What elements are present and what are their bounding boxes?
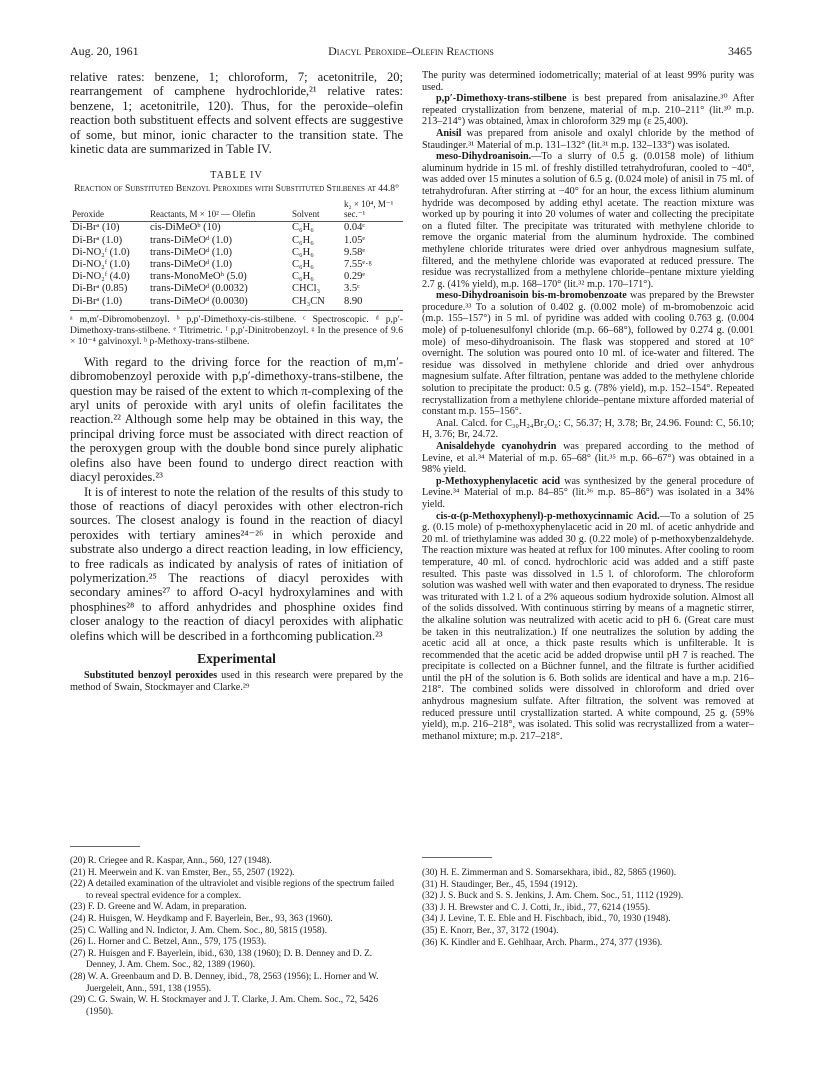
compound-name: meso-Dihydroanisoin.: [436, 151, 532, 163]
table-caption: Reaction of Substituted Benzoyl Peroxides with Substituted Stilbenes at 44.8°: [74, 183, 399, 195]
references-right: [422, 868, 754, 949]
reference-item: (24) R. Huisgen, W. Heydkamp and F. Bayerlein, Ber., 93, 363 (1960).: [70, 913, 333, 924]
paragraph-text: was synthesized by the general procedure of Levine.³⁴ Material of m.p. 84–85° (lit.³⁶ m.p. 85–86°) was isolated in a 34% yield.: [422, 475, 754, 510]
footnote-rule: [70, 846, 140, 847]
reference-item: (35) E. Knorr, Ber., 37, 3172 (1904).: [422, 925, 559, 936]
table-row: [70, 271, 403, 283]
paragraph-text: was prepared by the Brewster procedure.³³ To a solution of 0.402 g. (0.002 mole) of m-bromobenzoic acid (m.p. 155–157°) in 5 ml. of pyridine was added with cooling 0.763 g. (0.004 mole) of p-toluenesulfonyl chloride (m.p. 66–68°), followed by 0.274 g. (0.001 mole) of meso-dihydroanisoin. The flask was stoppered and stored at 10° overnight. The solution was poured onto 10 ml. of ice-water and filtered. The residue was dissolved in methylene chloride and dried over anhydrous magnesium sulfate. After filtration, pentane was added to the methylene chloride solution to precipitate the product: 0.5 g. (78% yield), m.p. 152–154°. Repeated recrystallization from a methylene chloride–pentane mixture afforded material of constant m.p. 155–156°.: [422, 290, 754, 418]
experimental-paragraph: The purity was determined iodometrically; material of at least 99% purity was used.: [422, 70, 754, 93]
experimental-paragraph: [422, 151, 754, 290]
table-cell: C₆H₆: [292, 271, 314, 283]
table-cell: 3.5ᶜ: [344, 283, 360, 295]
reference-item: (34) J. Levine, T. E. Eble and H. Fischbach, ibid., 70, 1930 (1948).: [422, 914, 671, 925]
reference-item: (22) A detailed examination of the ultraviolet and visible regions of the spectrum failed to reveal spectral evidence for a complex.: [70, 879, 395, 901]
table-row: [70, 283, 403, 295]
table-cell: Di-Brᵃ (10): [72, 222, 120, 234]
experimental-paragraph: [422, 441, 754, 476]
table-cell: CHCl₃: [292, 283, 321, 295]
reference-item: (21) H. Meerwein and K. van Emster, Ber., 55, 2507 (1922).: [70, 867, 295, 878]
body-paragraph: With regard to the driving force for the reaction of m,m′-dibromobenzoyl peroxide with p,p′-dimethoxy-trans-stilbene, the question may be raised of the extent to which π-complexing of the aryl units of peroxide with aryl units of olefin facilitates the reaction.²² Although some help may be obtained in this way, the principal driving force must be associated with direct reaction of the peroxygen group with the double bond since purely aliphatic olefins also have been found to undergo direct reaction with diacyl peroxides.²³: [70, 354, 403, 485]
table-title: TABLE IV: [210, 170, 263, 182]
reference-item: (26) L. Horner and C. Betzel, Ann., 579, 175 (1953).: [70, 937, 267, 948]
paragraph-text: used in this research were prepared by the method of Swain, Stockmayer and Clarke.²⁹: [70, 669, 403, 693]
section-heading: Experimental: [197, 650, 276, 666]
reference-item: (32) J. S. Buck and S. S. Jenkins, J. Am. Chem. Soc., 51, 1112 (1929).: [422, 891, 684, 902]
table-header-cell: Peroxide: [70, 199, 148, 222]
page-header: [70, 44, 752, 60]
reference-item: (20) R. Criegee and R. Kaspar, Ann., 560, 127 (1948).: [70, 856, 272, 866]
reference-item: (25) C. Walling and N. Indictor, J. Am. Chem. Soc., 80, 5815 (1958).: [70, 925, 327, 936]
experimental-paragraph: [422, 511, 754, 743]
compound-name: Anisil: [436, 127, 462, 139]
reference-item: (31) H. Staudinger, Ber., 45, 1594 (1912).: [422, 879, 578, 890]
table-cell: 9.58ᵉ: [344, 246, 366, 258]
table-row: [70, 259, 403, 271]
compound-name: meso-Dihydroanisoin bis-m-bromobenzoate: [436, 290, 627, 302]
table-cell: trans-DiMeOᵈ (1.0): [150, 246, 232, 258]
table-cell: trans-MonoMeOʰ (5.0): [150, 271, 247, 283]
table-cell: trans-DiMeOᵈ (0.0030): [148, 296, 290, 311]
issue-date: Aug. 20, 1961: [70, 44, 139, 58]
table-cell: Di-NO₂ᶠ (1.0): [72, 259, 130, 271]
analysis-paragraph: Anal. Calcd. for C₃₀H₂₄Br₂O₆: C, 56.37; H, 3.78; Br, 24.96. Found: C, 56.10; H, 3.76; Br, 24.72.: [422, 417, 754, 441]
table-cell: Di-Brᵃ (0.85): [72, 283, 128, 295]
table-cell: trans-DiMeOᵈ (1.0): [150, 234, 232, 246]
table-footnote: ᵃ m,m′-Dibromobenzoyl. ᵇ p,p′-Dimethoxy-cis-stilbene. ᶜ Spectroscopic. ᵈ p,p′-Dimethoxy-trans-stilbene. ᵉ Titrimetric. ᶠ p,p′-Dinitrobenzoyl. ᵍ In the presence of 9.6 × 10⁻⁴ galvinoxyl. ʰ p-Methoxy-trans-stilbene.: [70, 313, 403, 347]
table-cell: trans-DiMeOᵈ (1.0): [150, 259, 232, 271]
paragraph-text: was prepared from anisole and oxalyl chloride by the method of Staudinger.³¹ Material of m.p. 131–132° (lit.³¹ m.p. 132–133°) was isolated.: [422, 127, 754, 151]
compound-name: p-Methoxyphenylacetic acid: [436, 475, 561, 487]
compound-name: Substituted benzoyl peroxides: [84, 669, 218, 681]
table-cell: Di-Brᵃ (1.0): [72, 234, 123, 246]
reference-item: (33) J. H. Brewster and C. J. Cotti, Jr., ibid., 77, 6214 (1955).: [422, 902, 651, 913]
right-column: [422, 70, 754, 742]
table-header-row: [70, 199, 403, 222]
body-paragraph: It is of interest to note the relation of the results of this study to those of reactions of diacyl peroxides with other electron-rich sources. The closest analogy is found in the reaction of diacyl peroxides with tertiary amines²⁴⁻²⁶ in which peroxide and substrate also undergo a direct reaction leading, in low efficiency, to free radicals as indicated by analysis of rates of initiation of polymerization.²⁵ The reactions of diacyl peroxides with secondary amines²⁷ to afford O-acyl hydroxylamines and with phosphines²⁸ to afford anhydrides and phosphine oxides find closer analogy to the reaction of diacyl peroxides with aliphatic olefins which will be described in a forthcoming publication.²³: [70, 484, 403, 643]
table-cell: Di-NO₂ᶠ (1.0): [72, 246, 130, 258]
table-row: [70, 247, 403, 259]
table-cell: trans-DiMeOᵈ (0.0032): [150, 283, 248, 295]
table-cell: CH₃CN: [290, 296, 342, 311]
footnote-rule: [422, 857, 492, 858]
table-cell: 8.90: [342, 296, 403, 311]
reference-item: (23) F. D. Greene and W. Adam, in preparation.: [70, 902, 247, 913]
table-cell: cis-DiMeOᵇ (10): [150, 222, 221, 234]
table-row: [70, 296, 403, 311]
left-column: [70, 70, 403, 693]
table-cell: C₆H₆: [292, 234, 314, 246]
table-cell: Di-NO₂ᶠ (4.0): [72, 271, 130, 283]
reference-item: (27) R. Huisgen and F. Bayerlein, ibid., 630, 138 (1960); D. B. Denney and D. Z. Denney, J. Am. Chem. Soc., 82, 1389 (1960).: [70, 948, 373, 971]
table-cell: C₆H₆: [292, 222, 314, 234]
experimental-paragraph: [70, 670, 403, 693]
compound-name: Anisaldehyde cyanohydrin: [436, 441, 557, 452]
page-number: 3465: [728, 44, 752, 58]
paragraph-text: was prepared according to the method of Levine, et al.³⁴ Material of m.p. 65–68° (lit.³⁵ m.p. 66–67°) was obtained in a 98% yield.: [422, 441, 754, 476]
table-header-cell: k₂ × 10⁴, M⁻¹ sec.⁻¹: [342, 199, 403, 222]
reference-item: (30) H. E. Zimmerman and S. Somarsekhara, ibid., 82, 5865 (1960).: [422, 868, 677, 878]
references-left: [70, 856, 403, 1018]
running-title: Diacyl Peroxide–Olefin Reactions: [328, 44, 494, 58]
data-table: [70, 199, 403, 310]
table-cell: Di-Brᵃ (1.0): [70, 296, 148, 311]
paragraph-text: is best prepared from anisalazine.³⁰ After repeated crystallization from benzene, material of m.p. 210–211° (lit.³⁰ m.p. 213–214°) was obtained, λmax in chloroform 329 mμ (ε 25,400).: [422, 93, 754, 128]
experimental-paragraph: [422, 93, 754, 128]
experimental-paragraph: [422, 128, 754, 151]
table-cell: 0.04ᶜ: [344, 222, 366, 234]
table-cell: 1.05ᵉ: [344, 234, 366, 246]
compound-name: cis-α-(p-Methoxyphenyl)-p-methoxycinnamic Acid.: [436, 510, 660, 522]
paragraph-text: —To a solution of 25 g. (0.15 mole) of p-methoxyphenylacetic acid in 20 ml. of acetic anhydride and 20 ml. of triethylamine was added 30 g. (0.22 mole) of p-methoxybenzaldehyde. The reaction mixture was heated at reflux for 100 minutes. After cooling to room temperature, 40 ml. of concd. hydrochloric acid was added and a stiff paste resulted. This paste was dissolved in 1.5 l. of chloroform. The chloroform solution was washed well with water and then evaporated to dryness. The residue was triturated with 1.2 l. of a 2% aqueous sodium hydroxide solution. Almost all of the solids dissolved. With continuous stirring by means of a magnetic stirrer, the alkaline solution was neutralized with acetic acid to pH 6. (Great care must be taken in this neutralization.) If one neutralizes the solution by adding the acetic acid all at once, a thick paste results which is unfilterable. It is recommended that the acetic acid be added dropwise until pH 7 is reached. The precipitate is collected on a Büchner funnel, and the filtrate is further acidified until the pH of the solution is 6. Both solids are identical and have a m.p. 216–218°. The combined solids were dissolved in chloroform and dried over anhydrous magnesium sulfate. After filtration, the solvent was removed at reduced pressure until crystallization started. A white compound, 25 g. (59% yield), m.p. 216–218°, was isolated. This solid was recrystallized from a water–methanol mixture; m.p. 217–218°.: [422, 510, 754, 742]
experimental-paragraph: [422, 476, 754, 511]
reference-item: (36) K. Kindler and E. Gehlhaar, Arch. Pharm., 274, 377 (1936).: [422, 937, 663, 948]
experimental-paragraph: [422, 290, 754, 418]
table-cell: 7.55ᵉ·ᵍ: [344, 259, 372, 271]
compound-name: p,p′-Dimethoxy-trans-stilbene: [436, 93, 567, 105]
intro-paragraph: relative rates: benzene, 1; chloroform, 7; acetonitrile, 20; rearrangement of camphene hydrochloride,²¹ relative rates: benzene, 1; acetonitrile, 120). Thus, for the peroxide–olefin reaction both substituent effects and solvent effects are suggestive of some, but minor, ionic character to the transition state. The kinetic data are summarized in Table IV.: [70, 70, 403, 157]
table-row: [70, 222, 403, 235]
table-cell: C₆H₆: [292, 246, 314, 258]
table-cell: C₆H₆: [292, 259, 314, 271]
reference-item: (29) C. G. Swain, W. H. Stockmayer and J. T. Clarke, J. Am. Chem. Soc., 72, 5426 (1950).: [70, 995, 378, 1017]
table-header-cell: Reactants, M × 10² — Olefin: [148, 199, 290, 222]
table-cell: 0.29ᵉ: [344, 271, 366, 283]
paragraph-text: —To a slurry of 0.5 g. (0.0158 mole) of lithium aluminum hydride in 15 ml. of freshly distilled tetrahydrofuran, cooled to −40°, was added over 15 minutes a solution of 6.5 g. (0.024 mole) of anisil in 75 ml. of tetrahydrofuran. After stirring at −40° for an hour, the excess lithium aluminum hydride was decomposed by adding ethyl acetate. The reaction mixture was worked up by pouring it into 20 volumes of water and collecting the precipitate on a fluted filter. The precipitate was triturated with methylene chloride to remove the organic material from the aluminum hydroxide. The combined methylene chloride triturates were dried over anhydrous magnesium sulfate, filtered, and the methylene chloride was evaporated at reduced pressure. The residue was recrystallized from a methylene chloride–pentane mixture yielding 2.7 g. (41% yield), m.p. 168–170° (lit.³² m.p. 170–171°).: [422, 151, 754, 290]
table-header-cell: Solvent: [290, 199, 342, 222]
table-row: [70, 235, 403, 247]
reference-item: (28) W. A. Greenbaum and D. B. Denney, ibid., 78, 2563 (1956); L. Horner and W. Juergeleit, Ann., 591, 138 (1955).: [70, 971, 379, 994]
